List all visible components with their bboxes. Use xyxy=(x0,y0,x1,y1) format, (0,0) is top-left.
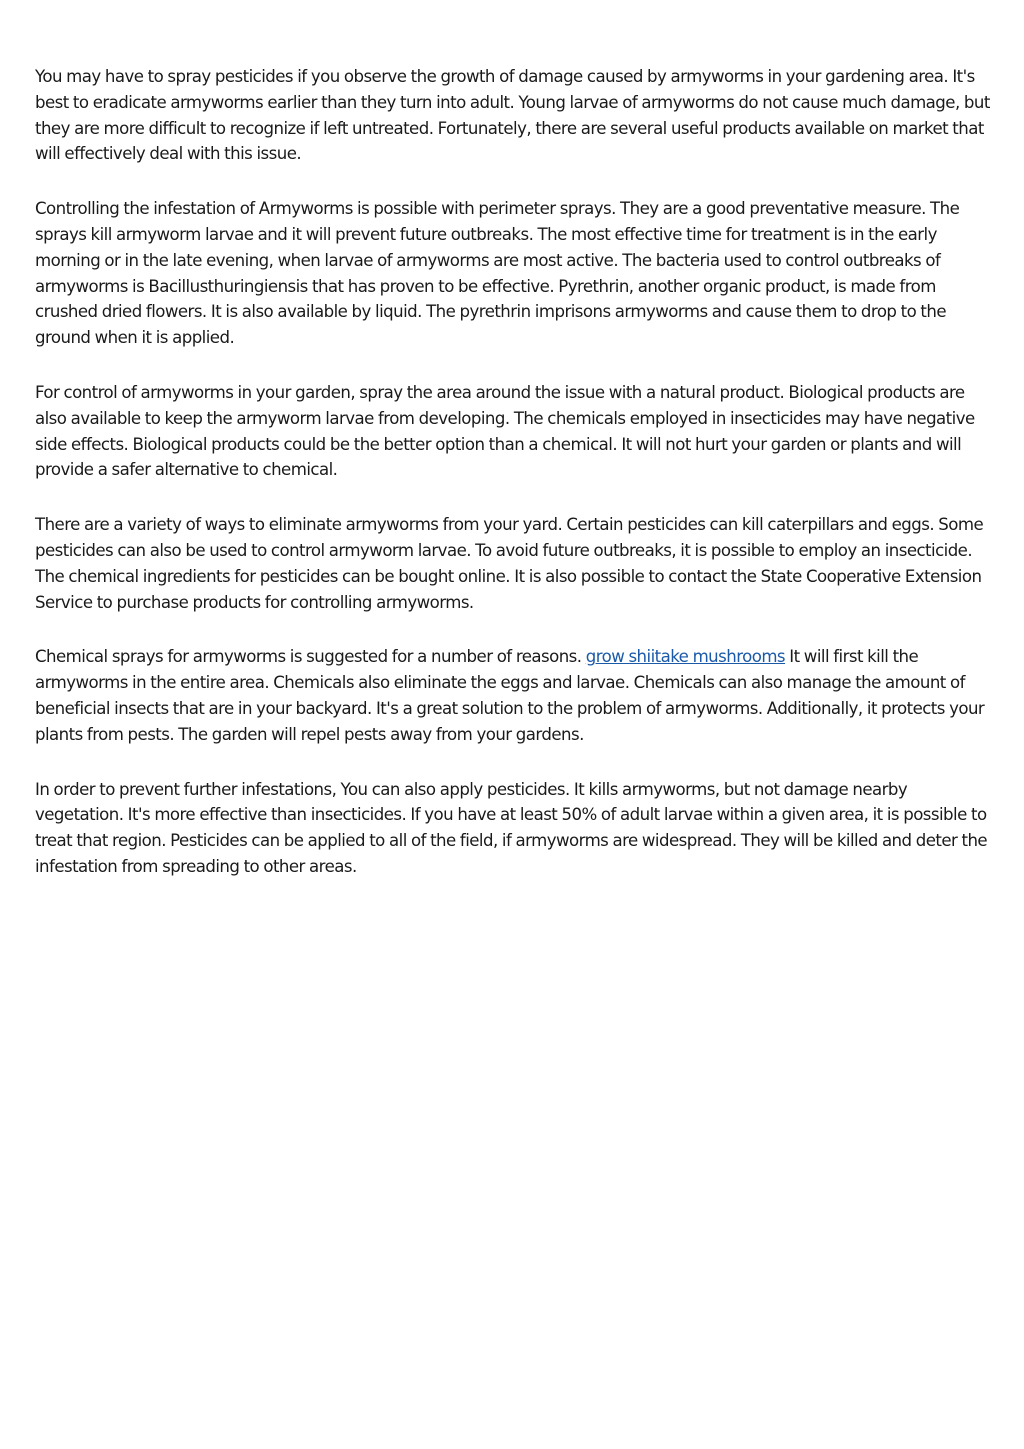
grow-shiitake-mushrooms-link[interactable]: grow shiitake mushrooms xyxy=(585,647,786,667)
document-body xyxy=(35,64,993,909)
paragraph-2: Controlling the infestation of Armyworms is possible with perimeter sprays. They are a good preventative measure. The sprays kill armyworm larvae and it will prevent future outbreaks. The most effective time for treatment is in the early morning or in the late evening, when larvae of armyworms are most active. The bacteria used to control outbreaks of armyworms is Bacillusthuringiensis that has proven to be effective. Pyrethrin, another organic product, is made from crushed dried flowers. It is also available by liquid. The pyrethrin imprisons armyworms and cause them to drop to the ground when it is applied. xyxy=(35,199,960,348)
paragraph-5 xyxy=(35,644,993,747)
paragraph-5-text-after-link: It will first kill the armyworms in the entire area. Chemicals also eliminate the eggs and larvae. Chemicals can also manage the amount of beneficial insects that are in your backyard. It's a great solution to the problem of armyworms. Additionally, it protects your plants from pests. The garden will repel pests away from your gardens. xyxy=(35,647,985,744)
paragraph-3: For control of armyworms in your garden, spray the area around the issue with a natural product. Biological products are also available to keep the armyworm larvae from developing. The chemicals employed in insecticides may have negative side effects. Biological products could be the better option than a chemical. It will not hurt your garden or plants and will provide a safer alternative to chemical. xyxy=(35,382,975,480)
paragraph-4: There are a variety of ways to eliminate armyworms from your yard. Certain pesticides can kill caterpillars and eggs. Some pesticides can also be used to control armyworm larvae. To avoid future outbreaks, it is possible to employ an insecticide. The chemical ingredients for pesticides can be bought online. It is also possible to contact the State Cooperative Extension Service to purchase products for controlling armyworms. xyxy=(35,515,984,612)
paragraph-6: In order to prevent further infestations, You can also apply pesticides. It kills armyworms, but not damage nearby vegetation. It's more effective than insecticides. If you have at least 50% of adult larvae within a given area, it is possible to treat that region. Pesticides can be applied to all of the field, if armyworms are widespread. They will be killed and deter the infestation from spreading to other areas. xyxy=(35,779,988,876)
paragraph-1: You may have to spray pesticides if you observe the growth of damage caused by armyworms in your gardening area. It's best to eradicate armyworms earlier than they turn into adult. Young larvae of armyworms do not cause much damage, but they are more difficult to recognize if left untreated. Fortunately, there are several useful products available on market that will effectively deal with this issue. xyxy=(35,67,990,164)
paragraph-5-text-before-link: Chemical sprays for armyworms is suggested for a number of reasons. xyxy=(35,647,586,667)
